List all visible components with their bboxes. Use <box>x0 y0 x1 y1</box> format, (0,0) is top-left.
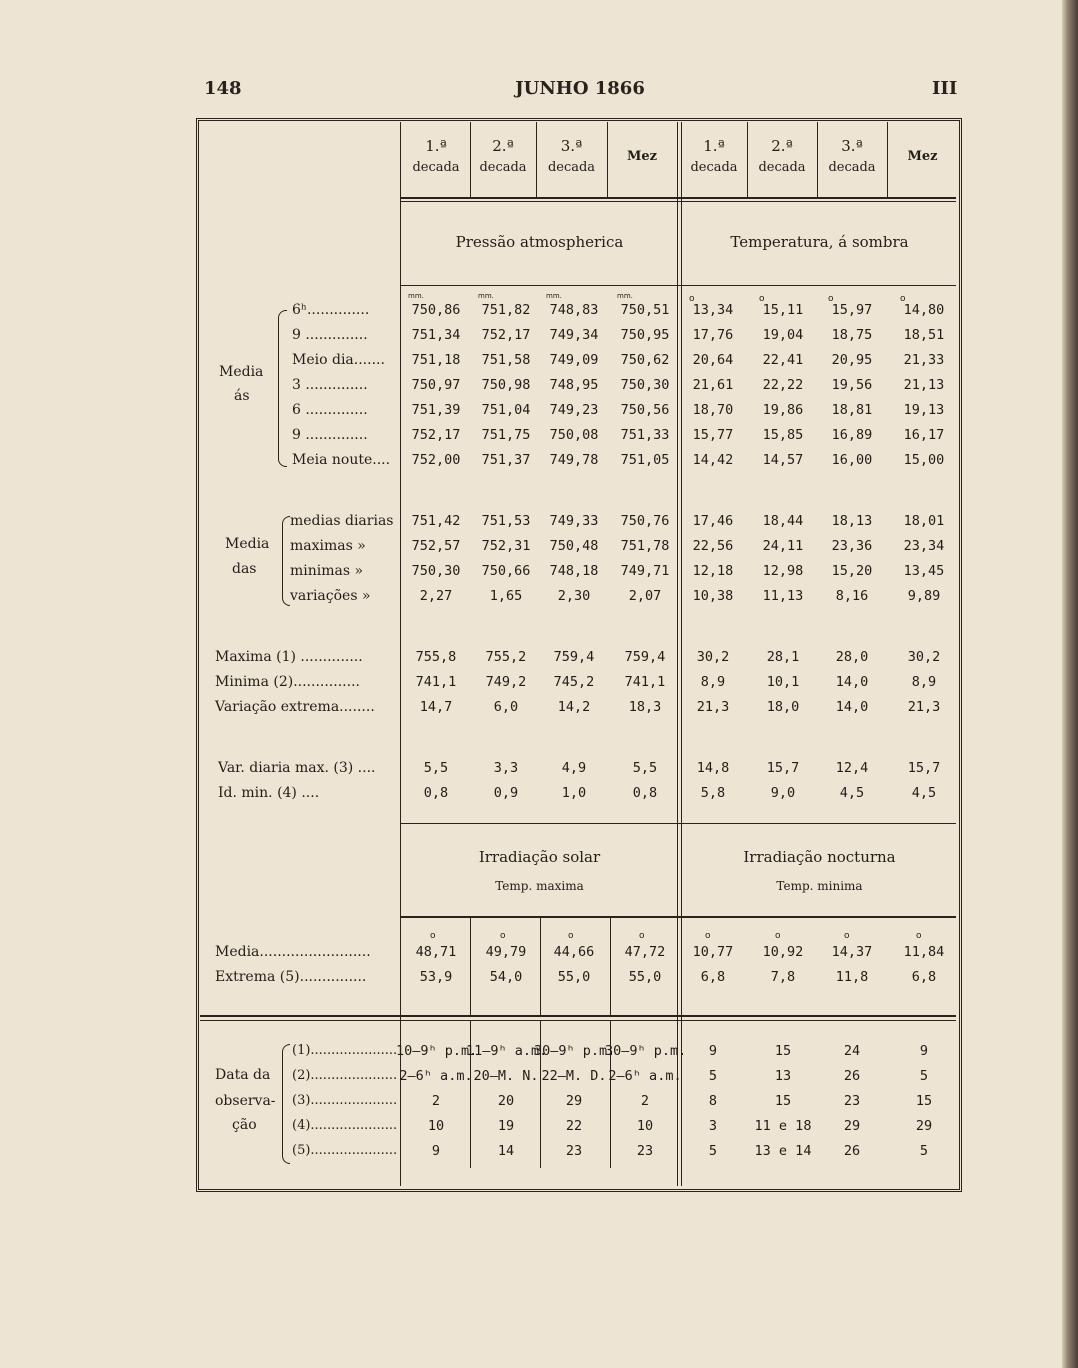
pressure-cell: 18,3 <box>628 699 662 715</box>
pressure-cell: 751,58 <box>481 352 531 368</box>
pressure-cell: 751,75 <box>481 427 531 443</box>
pressure-cell: 14 <box>497 1143 515 1159</box>
temperature-cell: 11 e 18 <box>754 1118 812 1134</box>
temperature-cell: 12,98 <box>762 563 804 579</box>
unit-degree: o <box>828 294 834 304</box>
pressure-cell: 750,66 <box>481 563 531 579</box>
column-header-label: decada <box>758 160 806 175</box>
pressure-cell: 30–9ʰ p.m. <box>534 1043 616 1059</box>
temperature-cell: 5,8 <box>700 785 726 801</box>
header-rule-1 <box>400 197 956 199</box>
temperature-cell: 10,1 <box>766 674 800 690</box>
pressure-cell: 751,53 <box>481 513 531 529</box>
temperature-cell: 17,46 <box>692 513 734 529</box>
pressure-cell: 751,37 <box>481 452 531 468</box>
row-label: variações » <box>290 588 371 604</box>
section-title-temperature: Temperatura, á sombra <box>730 233 909 251</box>
pressure-cell: 47,72 <box>624 944 666 960</box>
pressure-cell: 4,9 <box>561 760 587 776</box>
pressure-cell: 750,56 <box>620 402 670 418</box>
temperature-cell: 14,80 <box>903 302 945 318</box>
pressure-cell: 750,08 <box>549 427 599 443</box>
temperature-cell: 9,0 <box>770 785 796 801</box>
temperature-cell: 8,9 <box>911 674 937 690</box>
column-header-label: decada <box>828 160 876 175</box>
pressure-cell: 5,5 <box>423 760 449 776</box>
temperature-cell: 18,13 <box>831 513 873 529</box>
pressure-cell: 748,18 <box>549 563 599 579</box>
pressure-cell: 749,23 <box>549 402 599 418</box>
temperature-cell: 21,33 <box>903 352 945 368</box>
temperature-cell: 18,75 <box>831 327 873 343</box>
temperature-cell: 15,20 <box>831 563 873 579</box>
brace-media-das <box>282 516 290 606</box>
pressure-cell: 1,0 <box>561 785 587 801</box>
pressure-cell: 6,0 <box>493 699 519 715</box>
temperature-cell: 20,95 <box>831 352 873 368</box>
temperature-cell: 13 e 14 <box>754 1143 812 1159</box>
pressure-cell: 750,98 <box>481 377 531 393</box>
temperature-cell: 28,1 <box>766 649 800 665</box>
row-label: minimas » <box>290 563 364 579</box>
pressure-cell: 44,66 <box>553 944 595 960</box>
pressure-cell: 2,27 <box>419 588 453 604</box>
temperature-cell: 13,34 <box>692 302 734 318</box>
temperature-cell: 13,45 <box>903 563 945 579</box>
irrad-col-rule1 <box>540 916 541 1016</box>
temperature-cell: 10,77 <box>692 944 734 960</box>
row-label: (2)..................... <box>292 1068 398 1083</box>
pressure-cell: 20–M. N. <box>473 1068 539 1084</box>
row-label: (1)..................... <box>292 1043 398 1058</box>
row-label: Meio dia....... <box>292 352 385 368</box>
page-number: 148 <box>204 78 242 99</box>
pressure-cell: 751,78 <box>620 538 670 554</box>
row-label: Minima (2)............... <box>215 674 360 690</box>
brace-data <box>282 1044 290 1164</box>
pressure-cell: 750,62 <box>620 352 670 368</box>
temperature-cell: 17,76 <box>692 327 734 343</box>
row-label: Maxima (1) .............. <box>215 649 363 665</box>
pressure-cell: 54,0 <box>489 969 523 985</box>
unit-degree: o <box>705 931 711 941</box>
temperature-cell: 3 <box>708 1118 718 1134</box>
row-label: 3 .............. <box>292 377 368 393</box>
pressure-cell: 741,1 <box>415 674 457 690</box>
pressure-cell: 2 <box>640 1093 650 1109</box>
pressure-cell: 750,51 <box>620 302 670 318</box>
pressure-cell: 2,07 <box>628 588 662 604</box>
unit-rule <box>400 285 956 286</box>
pressure-cell: 749,71 <box>620 563 670 579</box>
row-label: Meia noute.... <box>292 452 391 468</box>
pressure-cell: 48,71 <box>415 944 457 960</box>
pressure-cell: 751,33 <box>620 427 670 443</box>
pressure-cell: 23 <box>636 1143 654 1159</box>
column-header-number: 3.ª <box>841 137 863 155</box>
pressure-cell: 751,18 <box>411 352 461 368</box>
column-header-left-4 <box>607 146 677 168</box>
pressure-cell: 10–9ʰ p.m. <box>396 1043 478 1059</box>
column-header-number: 2.ª <box>492 137 514 155</box>
pressure-cell: 53,9 <box>419 969 453 985</box>
pressure-cell: 22–M. D. <box>541 1068 607 1084</box>
pressure-cell: 750,30 <box>620 377 670 393</box>
temperature-cell: 12,18 <box>692 563 734 579</box>
temperature-cell: 21,61 <box>692 377 734 393</box>
row-label: Var. diaria max. (3) .... <box>218 760 376 776</box>
pressure-cell: 751,39 <box>411 402 461 418</box>
pressure-cell: 0,8 <box>632 785 658 801</box>
temperature-cell: 20,64 <box>692 352 734 368</box>
unit-degree: o <box>900 294 906 304</box>
column-header-left-1 <box>402 135 470 179</box>
column-header-label: decada <box>547 160 596 175</box>
pressure-cell: 749,78 <box>549 452 599 468</box>
pressure-cell: 10 <box>636 1118 654 1134</box>
temperature-cell: 6,8 <box>700 969 726 985</box>
section-subtitle-solar: Temp. maxima <box>495 879 584 893</box>
group-label-das: das <box>232 561 257 577</box>
unit-mm: mm. <box>617 292 633 300</box>
temperature-cell: 22,56 <box>692 538 734 554</box>
pressure-cell: 748,83 <box>549 302 599 318</box>
pressure-cell: 751,05 <box>620 452 670 468</box>
header-rule-2 <box>400 201 956 202</box>
temperature-cell: 16,17 <box>903 427 945 443</box>
temperature-cell: 18,0 <box>766 699 800 715</box>
temperature-cell: 24,11 <box>762 538 804 554</box>
column-header-label: Mez <box>907 149 938 164</box>
temperature-cell: 11,8 <box>835 969 869 985</box>
temperature-cell: 15,7 <box>907 760 941 776</box>
temperature-cell: 14,0 <box>835 674 869 690</box>
column-header-left-3 <box>536 135 607 179</box>
temperature-cell: 29 <box>915 1118 933 1134</box>
column-header-number: 1.ª <box>425 137 447 155</box>
group-label-cao: ção <box>232 1117 257 1133</box>
temperature-cell: 8,16 <box>835 588 869 604</box>
pressure-cell: 749,34 <box>549 327 599 343</box>
row-label: (5)..................... <box>292 1143 398 1158</box>
pressure-cell: 14,7 <box>419 699 453 715</box>
temperature-cell: 13 <box>774 1068 792 1084</box>
pressure-cell: 750,86 <box>411 302 461 318</box>
pressure-cell: 752,17 <box>481 327 531 343</box>
temperature-cell: 19,13 <box>903 402 945 418</box>
column-header-number: 1.ª <box>703 137 725 155</box>
temperature-cell: 30,2 <box>907 649 941 665</box>
data-rule-1 <box>200 1015 956 1017</box>
pressure-cell: 748,95 <box>549 377 599 393</box>
temperature-cell: 23,36 <box>831 538 873 554</box>
temperature-cell: 29 <box>843 1118 861 1134</box>
group-label-media-das: Media <box>225 536 270 552</box>
pressure-cell: 750,48 <box>549 538 599 554</box>
group-label-data: Data da <box>215 1067 271 1083</box>
column-header-right-4 <box>887 146 958 168</box>
pressure-cell: 759,4 <box>624 649 666 665</box>
pressure-cell: 752,17 <box>411 427 461 443</box>
temperature-cell: 15,11 <box>762 302 804 318</box>
unit-degree: o <box>916 931 922 941</box>
temperature-cell: 21,13 <box>903 377 945 393</box>
section-title-nocturnal: Irradiação nocturna <box>743 848 896 866</box>
unit-degree: o <box>500 931 506 941</box>
row-label: 6 .............. <box>292 402 368 418</box>
temperature-cell: 23 <box>843 1093 861 1109</box>
row-label: (4)..................... <box>292 1118 398 1133</box>
pressure-cell: 0,9 <box>493 785 519 801</box>
temperature-cell: 30,2 <box>696 649 730 665</box>
group-label-observa: observa- <box>215 1093 276 1109</box>
column-header-label: decada <box>412 160 460 175</box>
temperature-cell: 8 <box>708 1093 718 1109</box>
pressure-cell: 49,79 <box>485 944 527 960</box>
irrad-rule-bottom <box>400 916 956 918</box>
group-label-media-as: Media <box>219 364 264 380</box>
column-header-right-2 <box>747 135 817 179</box>
pressure-cell: 23 <box>565 1143 583 1159</box>
temperature-cell: 21,3 <box>696 699 730 715</box>
column-header-label: decada <box>479 160 527 175</box>
temperature-cell: 18,51 <box>903 327 945 343</box>
pressure-cell: 750,95 <box>620 327 670 343</box>
pressure-cell: 10 <box>427 1118 445 1134</box>
temperature-cell: 5 <box>919 1143 929 1159</box>
pressure-cell: 752,57 <box>411 538 461 554</box>
temperature-cell: 15 <box>774 1043 792 1059</box>
temperature-cell: 26 <box>843 1143 861 1159</box>
unit-mm: mm. <box>478 292 494 300</box>
row-label: 9 .............. <box>292 427 368 443</box>
row-label: maximas » <box>290 538 366 554</box>
temperature-cell: 16,00 <box>831 452 873 468</box>
pressure-cell: 2 <box>431 1093 441 1109</box>
page-title: JUNHO 1866 <box>515 78 645 99</box>
book-edge <box>1062 0 1078 1368</box>
temperature-cell: 10,38 <box>692 588 734 604</box>
row-label: 6ʰ.............. <box>292 302 370 318</box>
temperature-cell: 8,9 <box>700 674 726 690</box>
temperature-cell: 22,22 <box>762 377 804 393</box>
temperature-cell: 9,89 <box>907 588 941 604</box>
irrad-col-rule0 <box>470 916 471 1016</box>
pressure-cell: 29 <box>565 1093 583 1109</box>
temperature-cell: 5 <box>708 1068 718 1084</box>
pressure-cell: 751,42 <box>411 513 461 529</box>
row-label: Extrema (5)............... <box>215 969 367 985</box>
temperature-cell: 15,7 <box>766 760 800 776</box>
pressure-cell: 2–6ʰ a.m. <box>608 1068 682 1084</box>
data-rule-2 <box>200 1020 956 1021</box>
temperature-cell: 18,70 <box>692 402 734 418</box>
temperature-cell: 18,01 <box>903 513 945 529</box>
pressure-cell: 11–9ʰ a.m. <box>466 1043 548 1059</box>
pressure-cell: 750,97 <box>411 377 461 393</box>
row-label: medias diarias <box>290 513 394 529</box>
temperature-cell: 18,81 <box>831 402 873 418</box>
temperature-cell: 26 <box>843 1068 861 1084</box>
column-header-left-2 <box>470 135 536 179</box>
pressure-cell: 14,2 <box>557 699 591 715</box>
pressure-cell: 752,00 <box>411 452 461 468</box>
pressure-cell: 30–9ʰ p.m. <box>605 1043 687 1059</box>
group-label-as: ás <box>234 388 250 404</box>
pressure-cell: 20 <box>497 1093 515 1109</box>
temperature-cell: 12,4 <box>835 760 869 776</box>
pressure-cell: 5,5 <box>632 760 658 776</box>
unit-degree: o <box>430 931 436 941</box>
pressure-cell: 55,0 <box>628 969 662 985</box>
temperature-cell: 5 <box>919 1068 929 1084</box>
pressure-cell: 751,82 <box>481 302 531 318</box>
column-header-right-1 <box>681 135 747 179</box>
temperature-cell: 7,8 <box>770 969 796 985</box>
column-header-number: 2.ª <box>771 137 793 155</box>
temperature-cell: 15 <box>915 1093 933 1109</box>
temperature-cell: 10,92 <box>762 944 804 960</box>
temperature-cell: 15,85 <box>762 427 804 443</box>
pressure-cell: 9 <box>431 1143 441 1159</box>
temperature-cell: 14,57 <box>762 452 804 468</box>
temperature-cell: 4,5 <box>911 785 937 801</box>
row-label: 9 .............. <box>292 327 368 343</box>
temperature-cell: 14,37 <box>831 944 873 960</box>
unit-degree: o <box>759 294 765 304</box>
temperature-cell: 15,77 <box>692 427 734 443</box>
temperature-cell: 15,97 <box>831 302 873 318</box>
temperature-cell: 21,3 <box>907 699 941 715</box>
unit-degree: o <box>775 931 781 941</box>
row-label: (3)..................... <box>292 1093 398 1108</box>
temperature-cell: 9 <box>919 1043 929 1059</box>
pressure-cell: 755,2 <box>485 649 527 665</box>
unit-mm: mm. <box>408 292 424 300</box>
temperature-cell: 5 <box>708 1143 718 1159</box>
section-subtitle-nocturnal: Temp. minima <box>776 879 863 893</box>
pressure-cell: 749,2 <box>485 674 527 690</box>
pressure-cell: 750,30 <box>411 563 461 579</box>
temperature-cell: 28,0 <box>835 649 869 665</box>
temperature-cell: 15 <box>774 1093 792 1109</box>
temperature-cell: 6,8 <box>911 969 937 985</box>
section-title-solar: Irradiação solar <box>478 848 601 866</box>
temperature-cell: 23,34 <box>903 538 945 554</box>
pressure-cell: 745,2 <box>553 674 595 690</box>
column-header-right-3 <box>817 135 887 179</box>
pressure-cell: 55,0 <box>557 969 591 985</box>
temperature-cell: 19,86 <box>762 402 804 418</box>
pressure-cell: 752,31 <box>481 538 531 554</box>
pressure-cell: 755,8 <box>415 649 457 665</box>
column-header-number: 3.ª <box>560 137 583 155</box>
section-number: III <box>932 78 958 99</box>
row-label: Media......................... <box>215 944 371 960</box>
unit-mm: mm. <box>546 292 562 300</box>
temperature-cell: 22,41 <box>762 352 804 368</box>
pressure-cell: 22 <box>565 1118 583 1134</box>
unit-degree: o <box>689 294 695 304</box>
pressure-cell: 750,76 <box>620 513 670 529</box>
section-title-pressure: Pressão atmospherica <box>455 233 624 251</box>
column-header-label: decada <box>690 160 738 175</box>
temperature-cell: 11,84 <box>903 944 945 960</box>
pressure-cell: 751,34 <box>411 327 461 343</box>
brace-media-as <box>278 310 287 467</box>
pressure-cell: 1,65 <box>489 588 523 604</box>
row-label: Id. min. (4) .... <box>218 785 320 801</box>
pressure-cell: 19 <box>497 1118 515 1134</box>
unit-degree: o <box>568 931 574 941</box>
pressure-cell: 749,09 <box>549 352 599 368</box>
pressure-cell: 2,30 <box>557 588 591 604</box>
pressure-cell: 2–6ʰ a.m. <box>399 1068 473 1084</box>
temperature-cell: 14,42 <box>692 452 734 468</box>
temperature-cell: 9 <box>708 1043 718 1059</box>
pressure-cell: 749,33 <box>549 513 599 529</box>
pressure-cell: 751,04 <box>481 402 531 418</box>
column-header-label: Mez <box>626 149 658 164</box>
temperature-cell: 19,56 <box>831 377 873 393</box>
pressure-cell: 741,1 <box>624 674 666 690</box>
unit-degree: o <box>844 931 850 941</box>
temperature-cell: 14,8 <box>696 760 730 776</box>
row-label: Variação extrema........ <box>215 699 375 715</box>
temperature-cell: 18,44 <box>762 513 804 529</box>
temperature-cell: 24 <box>843 1043 861 1059</box>
irrad-rule-top <box>400 823 956 824</box>
irrad-col-rule2 <box>610 916 611 1016</box>
temperature-cell: 14,0 <box>835 699 869 715</box>
temperature-cell: 19,04 <box>762 327 804 343</box>
pressure-cell: 759,4 <box>553 649 595 665</box>
temperature-cell: 11,13 <box>762 588 804 604</box>
temperature-cell: 15,00 <box>903 452 945 468</box>
temperature-cell: 16,89 <box>831 427 873 443</box>
pressure-cell: 0,8 <box>423 785 449 801</box>
temperature-cell: 4,5 <box>839 785 865 801</box>
pressure-cell: 3,3 <box>493 760 519 776</box>
unit-degree: o <box>639 931 645 941</box>
